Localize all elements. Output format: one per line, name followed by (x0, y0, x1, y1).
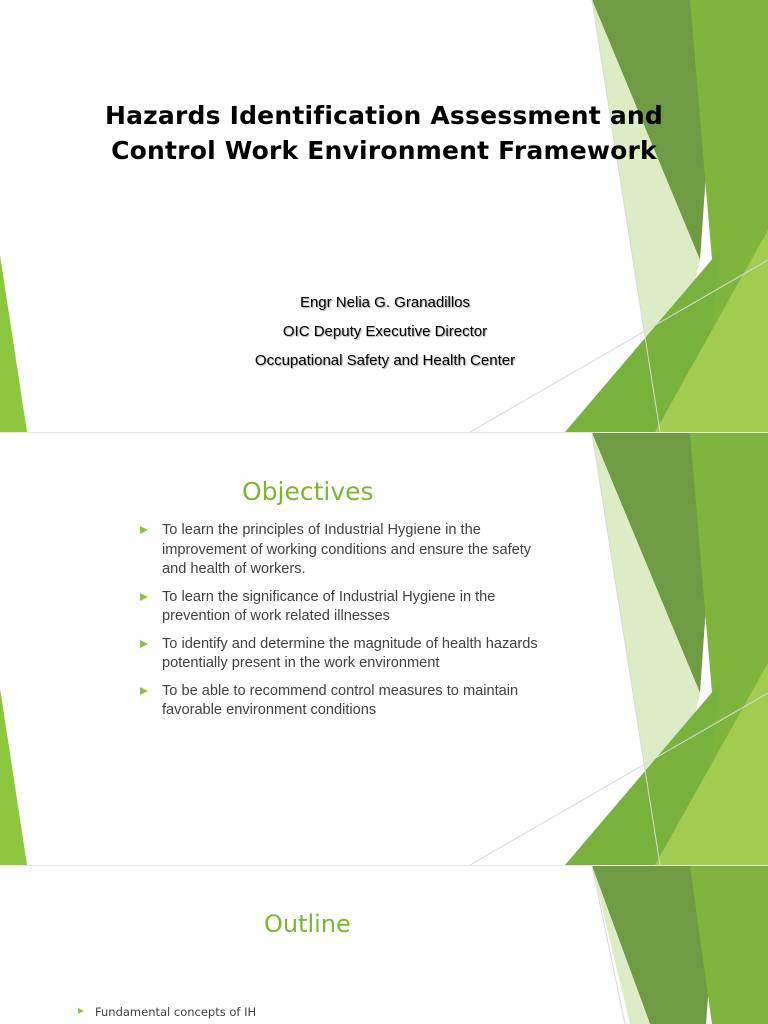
list-item-text: Fundamental concepts of IH (95, 1005, 257, 1019)
list-item-text: To identify and determine the magnitude of health hazards potentially present in the work environment (162, 635, 538, 671)
slide-title: Hazards Identification Assessment and Control Work Environment Framework (104, 101, 664, 165)
bullet-arrow-icon (140, 593, 148, 601)
list-item (78, 1005, 256, 1019)
left-green-triangle (0, 255, 27, 432)
objectives-heading: Objectives (242, 477, 374, 506)
objectives-list (140, 521, 540, 729)
author-position: OIC Deputy Executive Director (282, 323, 488, 340)
bullet-arrow-icon (78, 1008, 84, 1014)
objectives-slide (0, 433, 768, 865)
left-green-triangle (0, 688, 27, 865)
list-item (140, 521, 540, 580)
organization-name: Occupational Safety and Health Center (254, 352, 516, 369)
bullet-arrow-icon (140, 640, 148, 648)
list-item-text: To be able to recommend control measures to maintain favorable environment conditions (162, 682, 519, 718)
bullet-arrow-icon (140, 687, 148, 695)
list-item-text: To learn the significance of Industrial Hygiene in the prevention of work related illnesses (162, 588, 496, 624)
author-name: Engr Nelia G. Granadillos (299, 294, 471, 311)
list-item-text: To learn the principles of Industrial Hygiene in the improvement of working conditions and ensure the safety and health of workers. (162, 522, 532, 577)
title-slide (0, 0, 768, 432)
outline-heading: Outline (264, 910, 351, 938)
list-item (140, 635, 540, 674)
list-item (140, 682, 540, 721)
list-item (140, 588, 540, 627)
outline-slide (0, 866, 768, 1024)
bullet-arrow-icon (140, 526, 148, 534)
decorative-shapes (0, 866, 768, 1024)
